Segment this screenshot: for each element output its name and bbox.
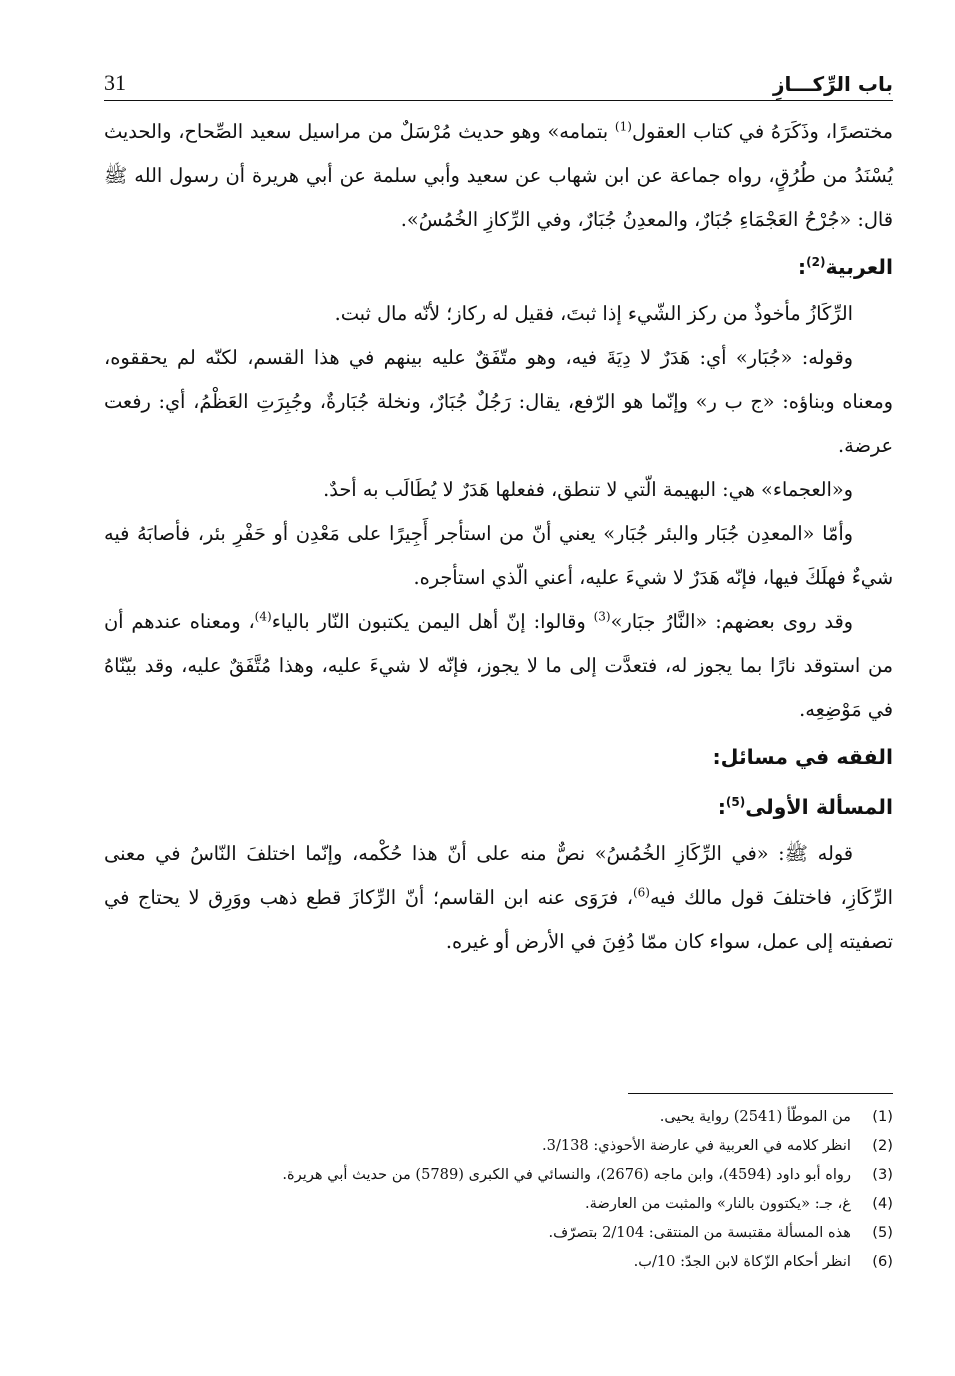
footnote-text: رواه أبو داود (4594)، وابن ماجه (2676)، والنسائي في الكبرى (5789) من حديث أبي هريرة. bbox=[282, 1166, 851, 1183]
section-heading bbox=[104, 242, 893, 292]
footnote-text: من الموطّأ (2541) رواية يحيى. bbox=[659, 1108, 851, 1125]
footnote-number: (6) bbox=[872, 1253, 893, 1270]
footnote-text: هذه المسألة مقتبسة من المنتقى: 2/104 بتصرّف. bbox=[548, 1224, 851, 1241]
footnote-number: (5) bbox=[872, 1224, 893, 1241]
paragraph bbox=[104, 512, 893, 600]
paragraph bbox=[104, 336, 893, 468]
footnote bbox=[104, 1218, 893, 1247]
footnote-text: انظر كلامه في العربية في عارضة الأحوذي: 3/138. bbox=[542, 1137, 851, 1154]
footnote-ref: (2) bbox=[806, 255, 826, 270]
chapter-title: باب الرِّكـــازِ bbox=[772, 72, 893, 96]
page-number: 31 bbox=[104, 70, 126, 95]
running-header bbox=[104, 52, 893, 96]
footnote-number: (4) bbox=[872, 1195, 893, 1212]
footnote bbox=[104, 1131, 893, 1160]
header-rule bbox=[104, 100, 893, 101]
paragraph bbox=[104, 832, 893, 964]
footnotes bbox=[104, 1102, 893, 1276]
footnote bbox=[104, 1160, 893, 1189]
paragraph-text: وقوله: «جُبَار» أي: هَدَرٌ لا دِيَةَ فيه، وهو متّفَقٌ عليه بينهم في هذا القسم، لكنّه لم يحققوه، ومعناه وبناؤه: «ج ب ر» وإنّما هو الرّفع، يقال: رَجُلٌ جُبَارٌ، ونخلة جُبَارةٌ، وجُبِرَتِ العَظْمُ، أي: رفعت عرضة. bbox=[104, 346, 893, 457]
footnote-text: انظر أحكام الزّكاة لابن الجدّ: 10/ب. bbox=[633, 1253, 851, 1270]
heading-text: العربية bbox=[825, 255, 893, 279]
footnote bbox=[104, 1102, 893, 1131]
footnote-number: (2) bbox=[872, 1137, 893, 1154]
paragraph bbox=[104, 292, 893, 336]
footnote-text: غ، جـ: «يكتوون بالنار» والمثبت من العارضة. bbox=[585, 1195, 851, 1212]
heading-text: الفقه في مسائل: bbox=[712, 745, 893, 769]
section-heading bbox=[104, 782, 893, 832]
main-text bbox=[104, 110, 893, 964]
paragraph-text: قوله ﷺ: «في الرِّكَازِ الخُمُسُ» نصٌّ منه على أنّ هذا حُكْمه، وإنّما اختلفَ النّاسُ في معنى الرِّكَازِ، فاختلفَ قول مالك فيه bbox=[104, 842, 893, 909]
paragraph-text: الرِّكَازُ مأخوذٌ من ركز الشّيء إذا ثبتَ، فقيل له ركاز؛ لأنّه مال ثبت. bbox=[334, 302, 853, 325]
footnote-ref: (6) bbox=[632, 885, 650, 900]
paragraph bbox=[104, 110, 893, 242]
paragraph-text: بتمامه» وهو حديث مُرْسَلٌ من مراسيل سعيد الصِّحاح، والحديث يُسْنَدُ من طُرُقٍ، رواه جماعة عن ابن شهاب عن سعيد وأبي سلمة عن أبي هريرة أن رسول الله ﷺ قال: «جُرْحُ العَجْمَاءِ جُبَارٌ، والمعدِنُ جُبَارٌ، وفي الرِّكازِ الخُمُسُ». bbox=[104, 120, 893, 231]
paragraph-text: مختصرًا، وذَكَرَهُ في كتاب العقول bbox=[631, 120, 894, 143]
paragraph-text: وأمّا «المعدِن جُبَار والبئر جُبَار» يعني أنّ من استأجر أَجِيرًا على مَعْدِن أو حَفْرِ بئر، فأصابَهُ فيه شيءٌ فهلَكَ فيها، فإنّه هَدَرٌ لا شيءَ عليه، أعني الّذي استأجره. bbox=[104, 522, 893, 589]
footnote-ref: (1) bbox=[614, 119, 632, 134]
paragraph-text: وقالوا: إنّ أهل اليمن يكتبون النّار بالياء bbox=[271, 610, 594, 633]
heading-text: : bbox=[797, 255, 807, 279]
footnote-number: (1) bbox=[872, 1108, 893, 1125]
paragraph-text: و«العجماء» هي: البهيمة الّتي لا تنطق، ففعلها هَدَرٌ لا يُطَالَب به أحدٌ. bbox=[323, 478, 853, 501]
paragraph-text: وقد روى بعضهم: «النَّارُ جبَار» bbox=[610, 610, 853, 633]
footnote-number: (3) bbox=[872, 1166, 893, 1183]
footnote bbox=[104, 1189, 893, 1218]
section-heading bbox=[104, 732, 893, 782]
footnote-rule bbox=[628, 1093, 893, 1094]
footnote-ref: (4) bbox=[254, 609, 272, 624]
paragraph bbox=[104, 600, 893, 732]
footnote bbox=[104, 1247, 893, 1276]
heading-text: المسألة الأولى bbox=[745, 795, 893, 819]
paragraph-text: ، ومعناه عندهم أن من استوقد نارًا بما يجوز له، فتعدَّت إلى ما لا يجوز، فإنّه لا شيءَ عليه، وهذا مُتَّفَقٌ عليه، وقد بيّنّاهُ في مَوْضِعِه. bbox=[104, 610, 893, 721]
paragraph bbox=[104, 468, 893, 512]
footnote-ref: (3) bbox=[593, 609, 611, 624]
paragraph-text: ، فرَوَى عنه ابن القاسم؛ أنّ الرِّكازَ قطع ذهب ووَرِق لا يحتاج في تصفيته إلى عمل، سواء كان ممّا دُفِنَ في الأرض أو غيره. bbox=[104, 886, 893, 953]
footnote-ref: (5) bbox=[725, 795, 746, 810]
heading-text: : bbox=[717, 795, 726, 819]
